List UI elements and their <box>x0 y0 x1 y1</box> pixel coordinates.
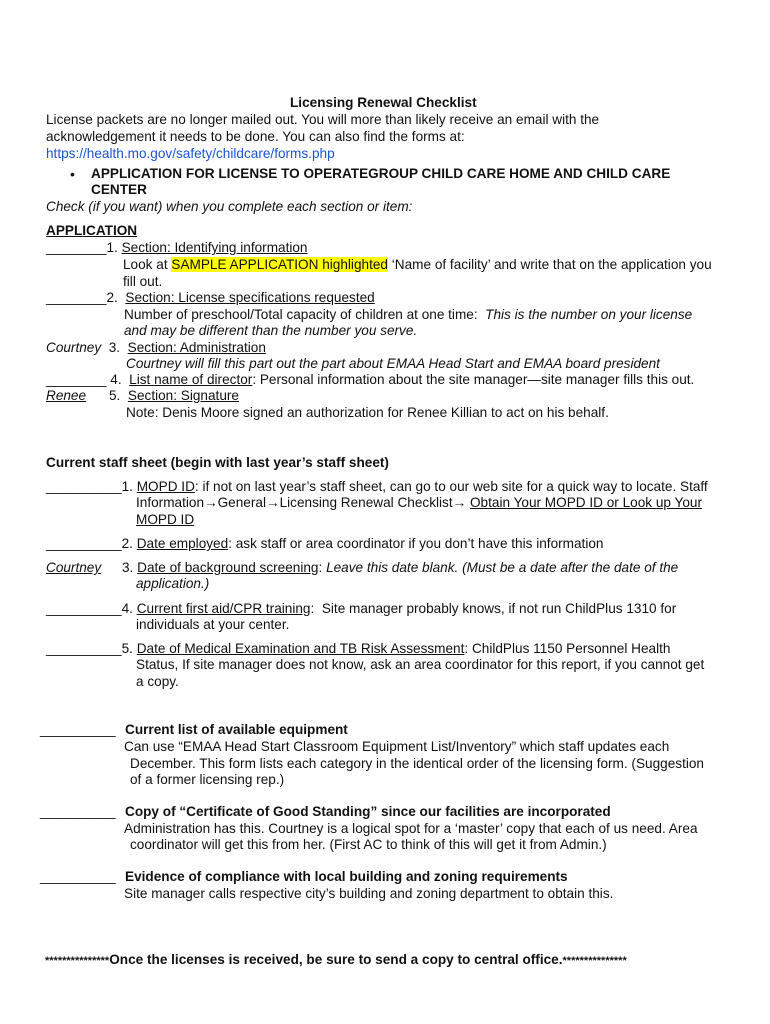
item-detail: a copy. <box>136 674 179 689</box>
forms-link[interactable]: https://health.mo.gov/safety/childcare/forms.php <box>46 146 335 161</box>
check-blank[interactable]: __________ <box>46 641 122 656</box>
check-blank[interactable]: __________ <box>46 601 122 616</box>
check-blank[interactable]: ________ <box>46 240 107 255</box>
list-item: __________1. MOPD ID: if not on last year’s staff sheet, can go to our web site for a quick way to locate. Staff <box>46 479 708 494</box>
list-item: __________2. Date employed: ask staff or area coordinator if you don’t have this information <box>46 536 604 551</box>
arrow-right-icon: → <box>204 495 218 510</box>
equipment-line-3: of a former licensing rep.) <box>130 772 285 787</box>
item-detail: Number of preschool/Total capacity of children at one time: This is the number on your license <box>124 307 693 322</box>
list-item: ________2. Section: License specifications requested <box>46 290 375 305</box>
certificate-line-2: coordinator will get this from her. (First AC to think of this will get it from Admin.) <box>130 837 607 852</box>
zoning-heading: Evidence of compliance with local building and zoning requirements <box>125 869 568 884</box>
item-detail: Courtney will fill this part out the part about EMAA Head Start and EMAA board president <box>126 356 660 371</box>
assignee-name[interactable]: Courtney <box>46 340 102 355</box>
item-detail: application.) <box>136 576 210 591</box>
check-note: Check (if you want) when you complete each section or item: <box>46 199 413 214</box>
arrow-right-icon: → <box>452 495 467 510</box>
equipment-line-2: December. This form lists each category in the identical order of the licensing form. (Suggestion <box>130 756 704 771</box>
assignee-name[interactable]: Courtney <box>46 560 102 575</box>
item-title: Section: Identifying information <box>121 240 308 255</box>
list-item: Renee 5. Section: Signature <box>46 388 239 403</box>
list-item: ________1. Section: Identifying information <box>46 240 308 255</box>
check-blank[interactable]: __________ <box>46 536 122 551</box>
item-detail: Look at SAMPLE APPLICATION highlighted ‘Name of facility’ and write that on the application you <box>123 257 712 272</box>
assignee-name[interactable]: Renee <box>46 388 87 403</box>
application-heading: APPLICATION <box>46 223 138 238</box>
equipment-line-1: Can use “EMAA Head Start Classroom Equipment List/Inventory” which staff updates each <box>124 739 670 754</box>
item-title: Date of Medical Examination and TB Risk Assessment <box>136 641 465 656</box>
equipment-heading: Current list of available equipment <box>125 722 348 737</box>
page-title: Licensing Renewal Checklist <box>290 95 477 110</box>
bullet-icon: • <box>70 166 75 182</box>
item-detail: fill out. <box>123 274 163 289</box>
list-item: __________5. Date of Medical Examination and TB Risk Assessment: ChildPlus 1150 Personnel Health <box>46 641 671 656</box>
staff-heading: Current staff sheet (begin with last year’s staff sheet) <box>46 455 389 470</box>
check-blank[interactable]: __________ <box>40 869 116 884</box>
certificate-line-1: Administration has this. Courtney is a logical spot for a ‘master’ copy that each of us need. Area <box>124 821 698 836</box>
item-title: Date employed <box>136 536 229 551</box>
item-detail: Note: Denis Moore signed an authorization for Renee Killian to act on his behalf. <box>126 405 609 420</box>
item-title: Date of background screening <box>137 560 319 575</box>
intro-line-2: acknowledgement it needs to be done. You can also find the forms at: <box>46 129 465 144</box>
check-blank[interactable]: __________ <box>40 804 116 819</box>
item-title: Current first aid/CPR training <box>136 601 311 616</box>
bullet-line-2: CENTER <box>91 182 147 197</box>
item-detail: Status, If site manager does not know, ask an area coordinator for this report, if you cannot get <box>136 657 705 672</box>
item-title: Section: License specifications requested <box>125 290 375 305</box>
item-title: Section: Administration <box>127 340 266 355</box>
item-detail: Information→General→Licensing Renewal Checklist→ Obtain Your MOPD ID or Look up Your <box>136 495 702 510</box>
item-detail: and may be different than the number you serve. <box>124 323 418 338</box>
check-blank[interactable]: __________ <box>46 479 122 494</box>
highlighted-text: SAMPLE APPLICATION highlighted <box>171 257 388 272</box>
zoning-line-1: Site manager calls respective city’s building and zoning department to obtain this. <box>124 886 614 901</box>
intro-line-1: License packets are no longer mailed out. You will more than likely receive an email with the <box>46 112 600 127</box>
mopd-link-cont[interactable]: MOPD ID <box>136 512 195 527</box>
check-blank[interactable]: ________ <box>46 372 107 387</box>
certificate-heading: Copy of “Certificate of Good Standing” since our facilities are incorporated <box>125 804 611 819</box>
item-title: Section: Signature <box>127 388 239 403</box>
item-title: List name of director <box>129 372 253 387</box>
list-item: __________4. Current first aid/CPR training: Site manager probably knows, if not run ChildPlus 1310 for <box>46 601 677 616</box>
arrow-right-icon: → <box>265 495 280 510</box>
list-item: Courtney 3. Date of background screening: Leave this date blank. (Must be a date after the date of the <box>46 560 679 575</box>
check-blank[interactable]: __________ <box>40 722 116 737</box>
item-detail: individuals at your center. <box>136 617 290 632</box>
footer-note: ***************Once the licenses is received, be sure to send a copy to central office.*************** <box>45 952 627 967</box>
check-blank[interactable]: ________ <box>46 290 107 305</box>
bullet-line-1: APPLICATION FOR LICENSE TO OPERATEGROUP CHILD CARE HOME AND CHILD CARE <box>91 166 671 181</box>
list-item: Courtney 3. Section: Administration <box>46 340 266 355</box>
item-title: MOPD ID <box>136 479 195 494</box>
list-item: ________ 4. List name of director: Personal information about the site manager—site manager fills this out. <box>46 372 695 387</box>
mopd-link[interactable]: Obtain Your MOPD ID or Look up Your <box>469 495 702 510</box>
